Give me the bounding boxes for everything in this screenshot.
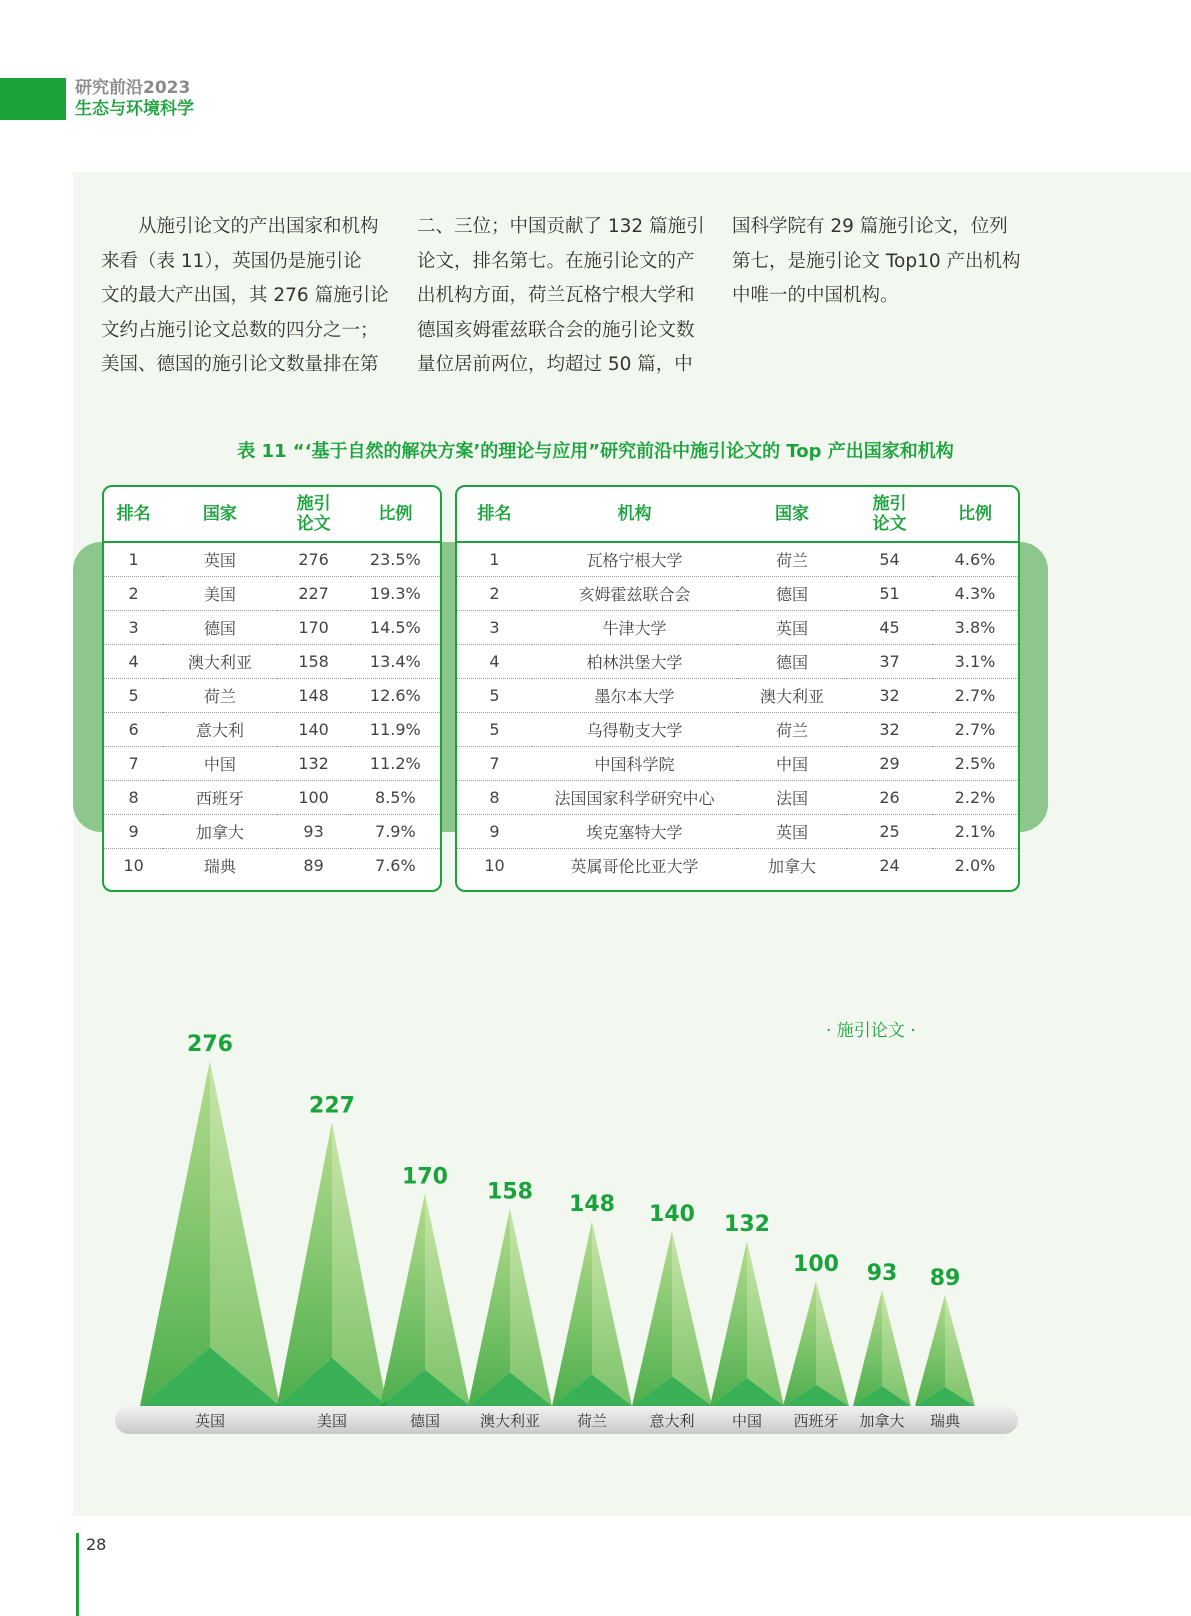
header-country: 国家 [737, 487, 847, 542]
table-cell: 4 [457, 645, 532, 679]
table-cell: 89 [303, 856, 324, 875]
header-rank: 排名 [457, 487, 532, 542]
table-cell: 29 [847, 747, 932, 781]
table-cell: 亥姆霍兹联合会 [532, 577, 737, 611]
table-cell: 140 [277, 713, 351, 747]
table-cell: 23.5% [351, 542, 440, 577]
table-cell: 5 [457, 679, 532, 713]
table-cell: 英国 [737, 611, 847, 645]
chart-legend: · 施引论文 · [826, 1021, 916, 1041]
table-cell: 9 [457, 815, 532, 849]
table-cell: 11.9% [351, 713, 440, 747]
bar-peak-left [380, 1194, 425, 1407]
table-cell: 14.5% [351, 611, 440, 645]
table-cell: 54 [847, 542, 932, 577]
table-cell: 10 [484, 856, 505, 875]
bar-value-label: 227 [309, 1093, 355, 1119]
category-label: 澳大利亚 [479, 1412, 541, 1430]
table-cell: 英国 [163, 542, 276, 577]
text-line: 国科学院有 29 篇施引论文，位列 [732, 216, 1008, 237]
table-cell: 加拿大 [767, 857, 816, 876]
category-label: 荷兰 [576, 1412, 608, 1430]
table-cell: 荷兰 [737, 542, 847, 577]
table-cell: 法国 [737, 781, 847, 815]
table-cell: 12.6% [351, 679, 440, 713]
table-cell: 19.3% [351, 577, 440, 611]
table-cell: 美国 [163, 577, 276, 611]
table-cell: 5 [457, 713, 532, 747]
table-cell: 3.1% [932, 645, 1018, 679]
table-cell: 西班牙 [163, 781, 276, 815]
category-label: 瑞典 [929, 1412, 961, 1430]
bar-value-label: 132 [724, 1212, 770, 1237]
table-cell: 乌得勒支大学 [532, 713, 737, 747]
table-cell: 2 [457, 577, 532, 611]
category-label: 加拿大 [859, 1412, 905, 1430]
table-cell: 加拿大 [163, 815, 276, 849]
table-cell: 8 [104, 781, 163, 815]
table-cell: 7 [104, 747, 163, 781]
text-line: 中唯一的中国机构。 [732, 285, 899, 306]
category-label: 美国 [316, 1412, 348, 1430]
bar-peak-right [332, 1122, 387, 1406]
table-cell: 中国 [737, 747, 847, 781]
table-cell: 2.0% [954, 856, 996, 875]
header-country: 国家 [163, 487, 276, 542]
table-cell: 8 [457, 781, 532, 815]
table-cell: 2.7% [932, 713, 1018, 747]
table-cell: 德国 [163, 611, 276, 645]
bar-peak-right [210, 1061, 280, 1406]
text-line: 第七，是施引论文 Top10 产出机构 [732, 250, 1021, 272]
table-cell: 法国国家科学研究中心 [532, 781, 737, 815]
table-cell: 中国科学院 [532, 747, 737, 781]
text-line: 二、三位；中国贡献了 132 篇施引 [417, 216, 705, 237]
table-caption: 表 11 “‘基于自然的解决方案’的理论与应用”研究前沿中施引论文的 Top 产出国家和机构 [237, 441, 954, 462]
table-cell: 93 [277, 815, 351, 849]
category-label: 西班牙 [793, 1412, 839, 1430]
table-cell: 澳大利亚 [737, 679, 847, 713]
bar-peak-right [816, 1281, 849, 1406]
bar-value-label: 100 [793, 1252, 839, 1277]
text-line: 文约占施引论文总数的四分之一； [101, 319, 379, 341]
bar-value-label: 93 [866, 1260, 898, 1286]
table-cell: 4.6% [932, 542, 1018, 577]
table-cell: 2 [104, 577, 163, 611]
table-cell: 2.7% [932, 679, 1018, 713]
table-cell: 2.1% [932, 815, 1018, 849]
table-cell: 2.5% [932, 747, 1018, 781]
table-cell: 32 [847, 679, 932, 713]
bar-value-label: 276 [187, 1032, 233, 1057]
category-label: 意大利 [649, 1412, 695, 1430]
bar-peak-left [710, 1241, 747, 1406]
bar-value-label: 148 [569, 1192, 615, 1217]
bar-peak-right [882, 1290, 911, 1406]
table-cell: 中国 [163, 747, 276, 781]
bar-value-label: 170 [402, 1164, 448, 1190]
table-cell: 柏林洪堡大学 [532, 645, 737, 679]
table-cell: 26 [847, 781, 932, 815]
table-cell: 埃克塞特大学 [532, 815, 737, 849]
header-ratio: 比例 [351, 487, 440, 542]
table-cell: 10 [123, 856, 144, 875]
table-cell: 132 [277, 747, 351, 781]
header-subtitle: 生态与环境科学 [75, 99, 194, 119]
bar-peak-left [140, 1061, 210, 1406]
table-cell: 意大利 [163, 713, 276, 747]
table-cell: 澳大利亚 [163, 645, 276, 679]
text-line: 从施引论文的产出国家和机构 [138, 216, 379, 237]
table-cell: 6 [104, 713, 163, 747]
table-cell: 170 [277, 611, 351, 645]
table-cell: 25 [847, 815, 932, 849]
table-cell: 1 [457, 542, 532, 577]
table-cell: 瓦格宁根大学 [532, 542, 737, 577]
text-line: 量位居前两位，均超过 50 篇，中 [417, 354, 693, 375]
header-papers: 施引 论文 [847, 487, 932, 542]
table-cell: 英属哥伦比亚大学 [570, 857, 699, 876]
table-cell: 3.8% [932, 611, 1018, 645]
text-line: 出机构方面，荷兰瓦格宁根大学和 [417, 285, 695, 306]
table-cell: 37 [847, 645, 932, 679]
header-ratio: 比例 [932, 487, 1018, 542]
table-cell: 1 [104, 542, 163, 577]
bar-peak-left [468, 1209, 510, 1407]
table-cell: 32 [847, 713, 932, 747]
text-line: 美国、德国的施引论文数量排在第 [101, 354, 379, 375]
table-cell: 瑞典 [203, 857, 236, 876]
table-cell: 荷兰 [737, 713, 847, 747]
bar-peak-left [552, 1221, 592, 1406]
category-label: 德国 [409, 1412, 441, 1430]
table-cell: 158 [277, 645, 351, 679]
table-cell: 227 [277, 577, 351, 611]
table-cell: 148 [277, 679, 351, 713]
table-cell: 荷兰 [163, 679, 276, 713]
text-line: 论文，排名第七。在施引论文的产 [417, 250, 695, 272]
bar-peak-right [425, 1194, 470, 1407]
bar-value-label: 89 [929, 1265, 961, 1291]
table-cell: 276 [277, 542, 351, 577]
bar-peak-left [277, 1122, 332, 1406]
text-line: 来看（表 11），英国仍是施引论 [101, 250, 362, 272]
bar-peak-left [915, 1295, 945, 1406]
header-title: 研究前沿2023 [75, 78, 191, 98]
table-cell: 100 [277, 781, 351, 815]
text-line: 德国亥姆霍兹联合会的施引论文数 [417, 319, 695, 341]
table-cell: 英国 [737, 815, 847, 849]
table-cell: 墨尔本大学 [532, 679, 737, 713]
category-label: 中国 [731, 1412, 763, 1430]
table-cell: 德国 [737, 645, 847, 679]
table-cell: 8.5% [351, 781, 440, 815]
bar-peak-left [783, 1281, 816, 1406]
table-cell: 德国 [737, 577, 847, 611]
table-cell: 13.4% [351, 645, 440, 679]
bar-peak-left [632, 1231, 672, 1406]
table-cell: 7.9% [351, 815, 440, 849]
bar-peak-right [945, 1295, 975, 1406]
footer-accent-line [76, 1533, 79, 1616]
bar-peak-right [592, 1221, 632, 1406]
table-cell: 7.6% [375, 856, 416, 875]
bar-peak-right [672, 1231, 712, 1406]
table-cell: 2.2% [932, 781, 1018, 815]
table-cell: 5 [104, 679, 163, 713]
table-cell: 3 [457, 611, 532, 645]
table-cell: 3 [104, 611, 163, 645]
page-number: 28 [86, 1535, 107, 1554]
table-cell: 4 [104, 645, 163, 679]
table-cell: 牛津大学 [532, 611, 737, 645]
category-label: 英国 [194, 1412, 226, 1430]
table-cell: 7 [457, 747, 532, 781]
header-rank: 排名 [104, 487, 163, 542]
table-cell: 24 [879, 856, 900, 875]
table-cell: 51 [847, 577, 932, 611]
bar-peak-right [747, 1241, 784, 1406]
header-papers: 施引 论文 [277, 487, 351, 542]
bar-peak-left [853, 1290, 882, 1406]
bar-peak-right [510, 1209, 552, 1407]
text-line: 文的最大产出国，其 276 篇施引论 [101, 285, 389, 306]
bar-value-label: 140 [649, 1202, 695, 1227]
bar-value-label: 158 [487, 1179, 533, 1205]
table-cell: 45 [847, 611, 932, 645]
header-institution: 机构 [532, 487, 737, 542]
table-cell: 9 [104, 815, 163, 849]
table-cell: 4.3% [932, 577, 1018, 611]
table-cell: 11.2% [351, 747, 440, 781]
